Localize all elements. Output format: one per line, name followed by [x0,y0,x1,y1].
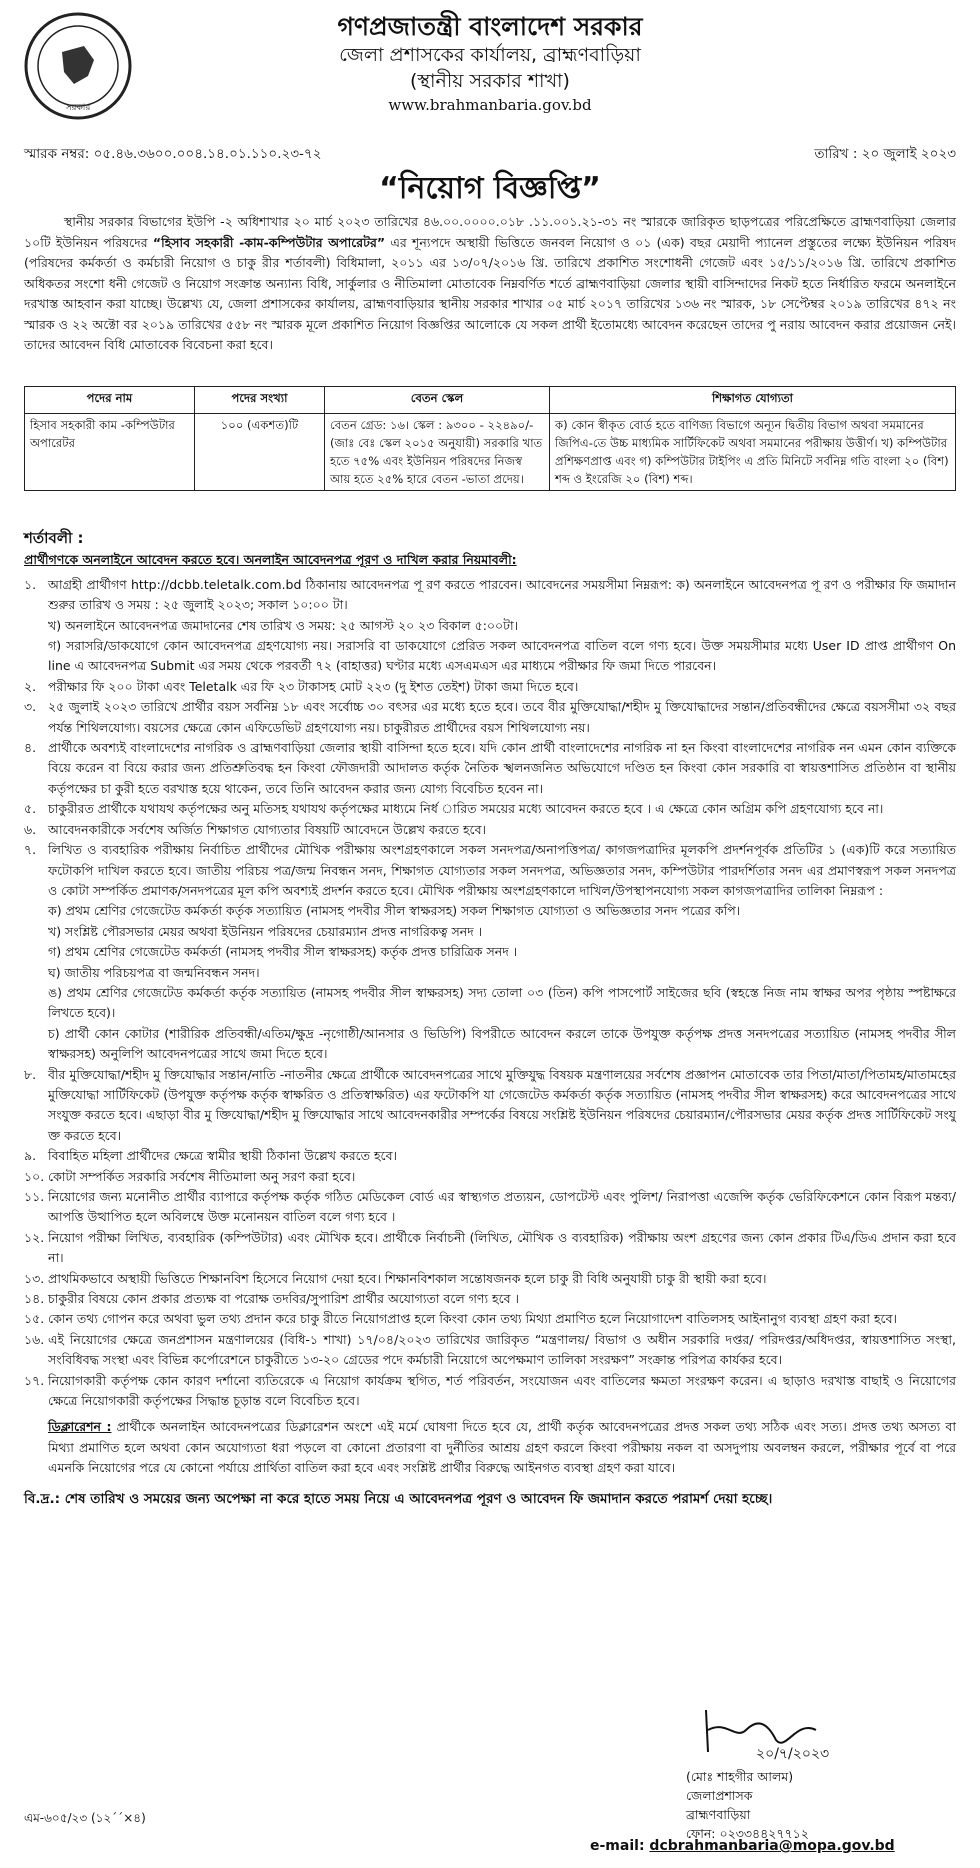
email-label: e-mail: [590,1838,650,1854]
conditions-subtitle: প্রার্থীগণকে অনলাইনে আবেদন করতে হবে। অনলাইন আবেদনপত্র পূরণ ও দাখিল করার নিয়মাবলী: [24,552,517,568]
condition-number: ১৬. [24,1331,45,1347]
condition-text: চাকুরীরত প্রার্থীকে যথাযথ কর্তৃপক্ষের অনু মতিসহ যথাযথ কর্তৃপক্ষের মাধ্যমে নির্ধ ারিত সময়ের মধ্যে আবেদন করতে হবে । এ ক্ষেত্রে কোন অগ্রিম কপি গ্রহণযোগ্য হবে না। [48,801,884,817]
condition-item [24,575,956,616]
memo-number: স্মারক নম্বর: ০৫.৪৬.৩৬০০.০০৪.১৪.০১.১১০.২৩-৭২ [24,146,322,162]
condition-item [24,1330,956,1371]
condition-item [24,677,956,697]
condition-item: গ) সরাসরি/ডাকযোগে কোন আবেদনপত্র গ্রহণযোগ্য নয়। সরাসরি বা ডাকযোগে প্রেরিত সকল আবেদনপত্র বাতিল বলে গণ্য হবে। উক্ত সময়সীমার মধ্যে User ID প্রাপ্ত প্রার্থীগণ On line এ আবেদনপত্র Submit এর সময় থেকে পরবর্তী ৭২ (বাহাত্তর) ঘণ্টার মধ্যে এসএমএস এর মাধ্যমে পরীক্ষার ফি জমা দিতে পারবেন। [48,638,956,674]
email-link[interactable]: dcbrahmanbaria@mopa.gov.bd [649,1838,895,1854]
email-line [590,1838,895,1854]
condition-text: প্রাথমিকভাবে অস্থায়ী ভিত্তিতে শিক্ষানবিশ হিসেবে নিয়োগ দেয়া হবে। শিক্ষানবিশকাল সন্তোষজনক হলে চাকু রী বিধি অনুযায়ী চাকু রী স্থায়ী করা হবে। [48,1270,767,1286]
post-title-bold: “হিসাব সহকারী -কাম-কম্পিউটার অপারেটর” [152,234,386,250]
condition-text: চাকুরীর বিষয়ে কোন প্রকার প্রত্যক্ষ বা পরোক্ষ তদবির/সুপারিশ প্রার্থীর অযোগ্যতা বলে গণ্য হবে । [48,1291,520,1307]
table-header: পদের নাম [25,387,195,414]
condition-item [24,1269,956,1289]
condition-text: এই নিয়োগের ক্ষেত্রে জনপ্রশাসন মন্ত্রণালয়ের (বিধি-১ শাখা) ১৭/০৪/২০২৩ তারিখের জারিকৃত “মন্ত্রণালয়/ বিভাগ ও অধীন সরকারি দপ্তর/ পরিদপ্তর/অধিদপ্তর, স্বায়ত্তশাসিত সংস্থা, সংবিধিবদ্ধ সংস্থা এবং বিভিন্ন কর্পোরেশনে চাকুরীতে ১৩-২০ গ্রেডের পদে কর্মচারী নিয়োগে অপেক্ষমাণ তালিকা সংরক্ষণ” সংক্রান্ত পরিপত্র কার্যকর হবে। [48,1331,956,1368]
table-header: বেতন স্কেল [325,387,550,414]
condition-number: ১৩. [24,1270,45,1286]
condition-number: ১১. [24,1189,45,1204]
condition-text: আগ্রহী প্রার্থীগণ http://dcbb.teletalk.com.bd ঠিকানায় আবেদনপত্র পূ রণ করতে পারবেন। আবেদনের সময়সীমা নিম্নরূপ: ক) অনলাইনে আবেদনপত্র পূ রণ ও পরীক্ষার ফি জমাদান শুরুর তারিখ ও সময় : ২৫ জুলাই ২০২৩; সকাল ১০:০০ টা। [48,576,956,613]
condition-number: ৭. [24,842,37,858]
condition-text: বীর মুক্তিযোদ্ধা/শহীদ মু ক্তিযোদ্ধার সন্তান/নাতি -নাতনীর ক্ষেত্রে প্রার্থীকে আবেদনপত্রের সাথে মুক্তিযুদ্ধ বিষয়ক মন্ত্রণালয়ের সর্বশেষ প্রজ্ঞাপন মোতাবেক তার পিতা/মাতা/পিতামহ/মাতামহের মুক্তিযোদ্ধা সার্টিফিকেট (উপযুক্ত কর্তৃপক্ষ কর্তৃক স্বাক্ষরিত ও প্রতিস্বাক্ষরিত) এর ফটোকপি যা গেজেটেড কর্মকর্তা কর্তৃক সত্যায়িত (নামসহ পদবীর সীল স্বাক্ষরসহ) করে আবেদনপত্রের সাথে সংযুক্ত করতে হবে। এছাড়া বীর মু ক্তিযোদ্ধা/শহীদ মু ক্তিযোদ্ধার সাথে আবেদনকারীর সম্পর্কের বিষয়ে সংশ্লিষ্ট ইউনিয়ন পরিষদের চেয়ারম্যান/পৌরসভার মেয়র কর্তৃক প্রদত্ত সার্টিফিকেট সংযু ক্ত করতে হবে। [48,1066,956,1143]
government-name: গণপ্রজাতন্ত্রী বাংলাদেশ সরকার [337,12,643,41]
condition-item [24,1228,956,1269]
condition-number: ১২. [24,1229,45,1245]
pay-scale-cell: বেতন গ্রেড: ১৬। স্কেল : ৯৩০০ - ২২৪৯০/- (জাঃ বেঃ স্কেল ২০১৫ অনুযায়ী) সরকারি খাত হতে ৭৫% এবং ইউনিয়ন পরিষদের নিজস্ব আয় হতে ২৫% হারে বেতন -ভাতা প্রদেয়। [325,414,550,491]
condition-number: ৬. [24,821,37,837]
signatory-district: ব্রাহ্মণবাড়িয়া [686,1807,751,1822]
condition-number: ২. [24,678,37,694]
issue-date: তারিখ : ২০ জুলাই ২০২৩ [814,146,956,162]
condition-text: পরীক্ষার ফি ২০০ টাকা এবং Teletalk এর ফি ২৩ টাকাসহ মোট ২২৩ (দু ইশত তেইশ) টাকা জমা দিতে হবে। [48,678,579,694]
condition-item: খ) অনলাইনে আবেদনপত্র জমাদানের শেষ তারিখ ও সময়: ২৫ আগস্ট ২০ ২৩ বিকাল ৫:০০টা। [48,617,519,633]
condition-text: আবেদনকারীকে সর্বশেষ অর্জিত শিক্ষাগত যোগ্যতার বিষয়টি আবেদনে উল্লেখ করতে হবে। [48,821,487,837]
condition-item [24,1371,956,1412]
table-header: শিক্ষাগত যোগ্যতা [550,387,956,414]
branch-name: (স্থানীয় সরকার শাখা) [410,70,570,92]
condition-item [24,1187,956,1228]
condition-number: ৪. [24,740,37,756]
government-seal-icon [22,10,134,122]
signatory-name: (মোঃ শাহগীর আলম) [686,1769,794,1784]
condition-item: চ) প্রার্থী কোন কোটার (শারীরিক প্রতিবন্ধী/এতিম/ক্ষুদ্র -নৃগোষ্ঠী/আনসার ও ভিডিপি) বিপরীতে আবেদন করলে তাকে উপযুক্ত কর্তৃপক্ষ প্রদত্ত সনদপত্রের সত্যায়িত (নামসহ পদবীর সীল স্বাক্ষরসহ) অনুলিপি আবেদনপত্রের সাথে জমা দিতে হবে। [48,1025,956,1062]
signatory-phone: ফোন: ০২৩৩৪৪২৭৭১২ [686,1826,809,1841]
condition-number: ১৭. [24,1372,45,1388]
condition-number: ১. [24,576,37,592]
condition-number: ৯. [24,1148,37,1164]
condition-number: ১০. [24,1168,45,1184]
condition-item [24,840,956,901]
condition-text: নিয়োগ পরীক্ষা লিখিত, ব্যবহারিক (কম্পিউটার) এবং মৌখিক হবে। প্রার্থীকে নির্বাচনী (লিখিত, মৌখিক ও ব্যবহারিক) পরীক্ষায় অংশ গ্রহণের জন্য কোন প্রকার টিএ/ডিএ প্রদান করা হবে না। [48,1229,956,1266]
condition-item [24,1065,956,1147]
condition-item: ক) প্রথম শ্রেণির গেজেটেড কর্মকর্তা কর্তৃক সত্যায়িত (নামসহ পদবীর সীল স্বাক্ষরসহ) সকল শিক্ষাগত যোগ্যতা ও অভিজ্ঞতার সনদ পত্রের কপি। [48,903,741,919]
condition-item [24,799,956,819]
condition-text: নিয়োগকারী কর্তৃপক্ষ কোন কারণ দর্শানো ব্যতিরেকে এ নিয়োগ কার্যক্রম স্থগিত, শর্ত পরিবর্তন, সংযোজন এবং বাতিলের ক্ষমতা সংরক্ষণ করেন। এ ছাড়াও দরখাস্ত বাছাই ও নিয়োগের ক্ষেত্রে নিয়োগকারী কর্তৃপক্ষের সিদ্ধান্ত চূড়ান্ত বলে বিবেচিত হবে। [48,1372,956,1409]
letterhead [140,12,840,116]
condition-text: কোন তথ্য গোপন করে অথবা ভুল তথ্য প্রদান করে চাকু রীতে নিয়োগপ্রাপ্ত হলে কিংবা কোন তথ্য মিথ্যা প্রমাণিত হলে নিয়োগাদেশ বাতিলসহ আইনানুগ ব্যবস্থা গ্রহণ করা হবে। [48,1311,898,1327]
condition-text: কোটা সম্পর্কিত সরকারি সর্বশেষ নীতিমালা অনু সরণ করা হবে। [48,1168,356,1184]
declaration-text: প্রার্থীকে অনলাইন আবেদনপত্রের ডিক্লারেশন অংশে এই মর্মে ঘোষণা দিতে হবে যে, প্রার্থী কর্তৃক আবেদনপত্রের প্রদত্ত সকল তথ্য সঠিক এবং সত্য। প্রদত্ত তথ্য অসত্য বা মিথ্যা প্রমাণিত হলে অথবা কোন অযোগ্যতা ধরা পড়লে বা কোনো প্রতারণা বা দুর্নীতির আশ্রয় গ্রহণ করলে কিংবা পরীক্ষায় নকল বা অসদুপায় অবলম্বন করলে, পরীক্ষার পূর্বে বা পরে এমনকি নিয়োগের পরে যে কোনো পর্যায়ে প্রার্থিতা বাতিল করা হবে এবং সংশ্লিষ্ট প্রার্থীর বিরুদ্ধে আইনগত ব্যবস্থা গ্রহণ করা যাবে। [48,1419,956,1476]
qualification-cell: ক) কোন স্বীকৃত বোর্ড হতে বাণিজ্য বিভাগে অন্যূন দ্বিতীয় বিভাগ অথবা সমমানের জিপিএ-তে উচ্চ মাধ্যমিক সার্টিফিকেট অথবা সমমানের পরীক্ষায় উত্তীর্ণ। খ) কম্পিউটার প্রশিক্ষণপ্রাপ্ত এবং গ) কম্পিউটার টাইপিং এ প্রতি মিনিটে সর্বনিম্ন গতি বাংলা ২০ (বিশ) শব্দ ও ইংরেজি ২০ (বিশ) শব্দ। [550,414,956,491]
condition-number: ১৫. [24,1311,45,1327]
office-name: জেলা প্রশাসকের কার্যালয়, ব্রাহ্মণবাড়িয়া [339,44,641,66]
handwritten-signature-icon [686,1700,836,1762]
condition-number: ৮. [24,1066,37,1082]
condition-number: ৫. [24,801,37,817]
condition-text: ২৫ জুলাই ২০২৩ তারিখে প্রার্থীর বয়স সর্বনিম্ন ১৮ এবং সর্বোচ্চ ৩০ বৎসর এর মধ্যে হতে হবে। তবে বীর মুক্তিযোদ্ধা/শহীদ মু ক্তিযোদ্ধাদের সন্তান/প্রতিবন্ধীদের ক্ষেত্রে বয়সসীমা ৩২ বছর পর্যন্ত শিথিলযোগ্য। বয়সের ক্ষেত্রে কোন এফিডেভিট গ্রহণযোগ্য নয়। চাকুরীরত প্রার্থীদের বয়স শিথিলযোগ্য নয়। [48,699,956,735]
condition-item: গ) প্রথম শ্রেণির গেজেটেড কর্মকর্তা (নামসহ পদবীর সীল স্বাক্ষরসহ) কর্তৃক প্রদত্ত চারিত্রিক সনদ । [48,944,518,960]
declaration-label: ডিক্লারেশন : [48,1419,112,1435]
conditions-title: শর্তাবলী : [24,529,84,547]
post-count-cell: ১০০ (একশত)টি [195,414,325,491]
condition-item: ঙ) প্রথম শ্রেণির গেজেটেড কর্মকর্তা কর্তৃক সত্যায়িত (নামসহ পদবীর সীল স্বাক্ষরসহ) সদ্য তোলা ০৩ (তিন) কপি পাসপোর্ট সাইজের ছবি (স্বহস্তে নিজ নাম স্বাক্ষর অপর পৃষ্ঠায় স্পষ্টাক্ষরে লিখতে হবে)। [48,984,956,1021]
condition-item: ঘ) জাতীয় পরিচয়পত্র বা জন্মনিবন্ধন সনদ। [48,964,260,980]
seal-text: সরকার [65,103,91,113]
condition-number: ১৪. [24,1291,45,1307]
intro-text-1: স্থানীয় সরকার বিভাগের ইউপি -২ অধিশাখার ২০ মার্চ ২০২৩ তারিখের ৪৬.০০.০০০০.০১৮ .১১.০০১.২১-৩১ নং স্মারকে জারিকৃত ছাড়পত্রের পরিপ্রেক্ষিতে ব্রাহ্মণবাড়িয়া জেলার ১০টি ইউনিয়ন পরিষদের [24,214,956,250]
condition-item [24,1167,956,1187]
condition-text: লিখিত ও ব্যবহারিক পরীক্ষায় নির্বাচিত প্রার্থীদের মৌখিক পরীক্ষায় অংশগ্রহণকালে সকল সনদপত্র/অনাপত্তিপত্র/ কাগজপত্রাদির মূলকপি প্রদর্শনপূর্বক প্রতিটির ১ (এক)টি করে সত্যায়িত ফটোকপি দাখিল করতে হবে। জাতীয় পরিচয় পত্র/জন্ম নিবন্ধন সনদ, শিক্ষাগত যোগ্যতার সকল সনদপত্র, অভিজ্ঞতার সনদ, কম্পিউটার পারদর্শিতার সনদ এর প্রমাণস্বরূপ সকল সনদপত্র ও কোটা সম্পর্কিত প্রমাণক/সনদপত্রের মূল কপি অবশ্যই প্রদর্শন করতে হবে। মৌখিক পরীক্ষায় অংশগ্রহণকালে দাখিল/উপস্থাপনযোগ্য সকল কাগজপত্রাদির তালিকা নিম্নরূপ : [48,842,956,898]
signatory-designation: জেলাপ্রশাসক [686,1788,753,1803]
intro-paragraph [24,212,956,356]
print-reference: এম-৬০৫/২৩ (১২´´×৪) [24,1811,146,1825]
condition-item [24,1309,956,1329]
page-title: “নিয়োগ বিজ্ঞপ্তি” [379,171,601,206]
post-name-cell: হিসাব সহকারী কাম -কম্পিউটার অপারেটর [25,414,195,491]
conditions-section [24,528,956,1509]
condition-item [24,1289,956,1309]
condition-item [24,1146,956,1166]
conditions-list [24,575,956,1412]
signed-date: ২০/৭/২০২৩ [756,1746,830,1762]
table-header: পদের সংখ্যা [195,387,325,414]
website-link[interactable]: www.brahmanbaria.gov.bd [388,96,592,114]
condition-item: খ) সংশ্লিষ্ট পৌরসভার মেয়র অথবা ইউনিয়ন পরিষদের চেয়ারম্যান প্রদত্ত নাগরিকত্ব সনদ । [48,923,483,939]
signature-block [686,1700,906,1843]
advice-note: বি.দ্র.: শেষ তারিখ ও সময়ের জন্য অপেক্ষা না করে হাতে সময় নিয়ে এ আবেদনপত্র পূরণ ও আবেদন ফি জমাদান করতে পরামর্শ দেয়া হচ্ছে। [24,1490,773,1507]
condition-item [24,820,956,840]
condition-item [24,738,956,799]
condition-text: প্রার্থীকে অবশ্যই বাংলাদেশের নাগরিক ও ব্রাহ্মণবাড়িয়া জেলার স্থায়ী বাসিন্দা হতে হবে। যদি কোন প্রার্থী বাংলাদেশের নাগরিক না হন কিংবা বাংলাদেশের নাগরিক নন এমন কোন ব্যক্তিকে বিয়ে করেন বা বিয়ে করার জন্য প্রতিশ্রুতিবদ্ধ হন কিংবা ফৌজদারী আদালত কর্তৃক নৈতিক স্খলনজনিত অভিযোগে দণ্ডিত হন কিংবা কোন সরকারি বা স্বায়ত্তশাসিত প্রতিষ্ঠান বা স্থানীয় কর্তৃপক্ষের চা কুরী হতে বরখাস্ত হয়ে থাকেন, তবে তিনি আবেদন করার জন্য যোগ্য বিবেচিত হবেন না। [48,740,956,796]
condition-text: বিবাহিত মহিলা প্রার্থীদের ক্ষেত্রে স্বামীর স্থায়ী ঠিকানা উল্লেখ করতে হবে। [48,1148,397,1164]
condition-item [24,697,956,738]
table-header-row [25,387,956,414]
condition-number: ৩. [24,699,37,715]
post-details-table [24,386,956,491]
table-row [25,414,956,491]
declaration [24,1417,956,1478]
intro-text-2: এর শূন্যপদে অস্থায়ী ভিত্তিতে জনবল নিয়োগ ও ০১ (এক) বছর মেয়াদী প্যানেল প্রস্তুতের লক্ষ্যে ইউনিয়ন পরিষদ (পরিষদের কর্মকর্তা ও কর্মচারী নিয়োগ ও চাকু রীর শর্তাবলী) বিধিমালা, ২০১১ এর ১৩/০৭/২০১৬ খ্রি. তারিখে প্রকাশিত সংশোধনী গেজেট এবং ১৫/১১/২০১৬ খ্রি. তারিখে প্রকাশিত অধিকতর সংশো ধনী গেজেট ও নিয়োগ সংক্রান্ত অন্যান্য বিধি, সার্কুলার ও নীতিমালা মোতাবেক নিম্নবর্ণিত শর্তে ব্রাহ্মণবাড়িয়া জেলার স্থায়ী বাসিন্দাদের নিকট হতে নির্ধারিত ফরমে অনলাইনে দরখাস্ত আহবান করা যাচ্ছে। উল্লেখ্য যে, জেলা প্রশাসকের কার্যালয়, ব্রাহ্মণবাড়িয়ার স্থানীয় সরকার শাখার ০৫ মার্চ ২০১৭ তারিখের ১৩৬ নং স্মারক, ১৮ সেপ্টেম্বর ২০১৯ তারিখের ৪৭২ নং স্মারক ও ২২ অক্টো বর ২০১৯ তারিখের ৫৫৮ নং স্মারক মূলে প্রকাশিত নিয়োগ বিজ্ঞপ্তির আলোকে যে সকল প্রার্থী ইতোমধ্যে আবেদন করেছেন তাদের পু নরায় আবেদন করার প্রয়োজন নেই। তাদের আবেদন বিধি মোতাবেক বিবেচনা করা হবে। [24,234,956,352]
condition-text: নিয়োগের জন্য মনোনীত প্রার্থীর ব্যাপারে কর্তৃপক্ষ কর্তৃক গঠিত মেডিকেল বোর্ড এর স্বাস্থ্যগত প্রত্যয়ন, ডোপটেস্ট এবং পুলিশ/ নিরাপত্তা এজেন্সি কর্তৃক ভেরিফিকেশনে কোন বিরূপ মন্তব্য/আপত্তি উত্থাপিত হলে অবিলম্বে উক্ত মনোনয়ন বাতিল বলে গণ্য হবে । [48,1189,956,1225]
